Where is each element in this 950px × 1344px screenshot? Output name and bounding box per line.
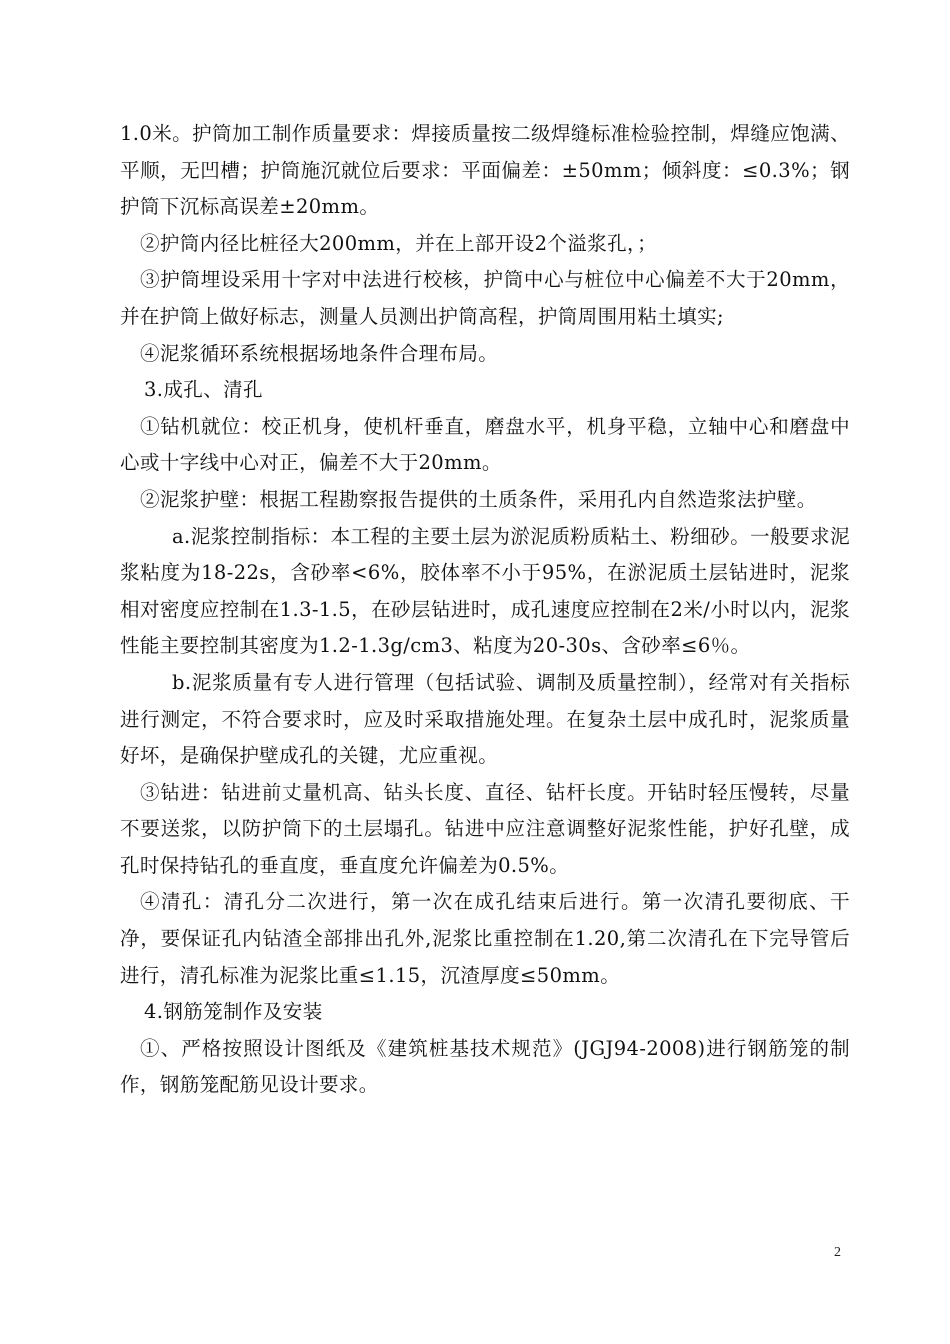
document-body — [120, 116, 850, 1104]
section-heading-drilling: 3.成孔、清孔 — [144, 378, 263, 402]
paragraph-drilling: ③钻进：钻进前丈量机高、钻头长度、直径、钻杆长度。开钻时轻压慢转，尽量不要送浆，以防护筒下的土层塌孔。钻进中应注意调整好泥浆性能，护好孔壁，成孔时保持钻孔的垂直度，垂直度允许偏差为0.5%。 — [120, 780, 850, 877]
paragraph-mud-circulation: ④泥浆循环系统根据场地条件合理布局。 — [140, 341, 499, 365]
section-heading-rebar-cage: 4.钢筋笼制作及安装 — [144, 1000, 323, 1024]
paragraph-casing-burying: ③护筒埋设采用十字对中法进行校核，护筒中心与桩位中心偏差不大于20mm， 并在护筒上做好标志，测量人员测出护筒高程，护筒周围用粘土填实; — [120, 268, 850, 328]
paragraph-hole-cleaning: ④清孔：清孔分二次进行，第一次在成孔结束后进行。第一次清孔要彻底、干净，要保证孔内钻渣全部排出孔外,泥浆比重控制在1.20,第二次清孔在下完导管后进行，清孔标准为泥浆比重≤1.15，沉渣厚度≤50mm。 — [120, 890, 850, 987]
paragraph-rebar-cage: ①、严格按照设计图纸及《建筑桩基技术规范》(JGJ94-2008)进行钢筋笼的制作，钢筋笼配筋见设计要求。 — [120, 1036, 850, 1097]
paragraph-drill-positioning: ①钻机就位：校正机身，使机杆垂直，磨盘水平，机身平稳，立轴中心和磨盘中心或十字线中心对正，偏差不大于20mm。 — [120, 414, 850, 475]
paragraph-mud-wall: ②泥浆护壁：根据工程勘察报告提供的土质条件，采用孔内自然造浆法护壁。 — [140, 487, 817, 511]
paragraph-mud-management: b.泥浆质量有专人进行管理（包括试验、调制及质量控制），经常对有关指标进行测定，不符合要求时，应及时采取措施处理。在复杂土层中成孔时，泥浆质量好坏，是确保护壁成孔的关键，尤应重视。 — [120, 670, 850, 768]
paragraph-mud-indicators: a.泥浆控制指标：本工程的主要土层为淤泥质粉质粘土、粉细砂。一般要求泥浆粘度为18-22s，含砂率<6%，胶体率不小于95%，在淤泥质土层钻进时，泥浆相对密度应控制在1.3-1.5，在砂层钻进时，成孔速度应控制在2米/小时以内，泥浆性能主要控制其密度为1.2-1.3g/cm3、粘度为20-30s、含砂率≤6％。 — [120, 524, 850, 658]
paragraph-casing-quality: 1.0米。护筒加工制作质量要求：焊接质量按二级焊缝标准检验控制，焊缝应饱满、平顺，无凹槽；护筒施沉就位后要求：平面偏差：±50mm；倾斜度：≤0.3%；钢护筒下沉标高误差±20mm。 — [120, 122, 850, 219]
page-number: 2 — [834, 1245, 841, 1260]
paragraph-casing-diameter: ②护筒内径比桩径大200mm，并在上部开设2个溢浆孔，； — [140, 231, 658, 255]
